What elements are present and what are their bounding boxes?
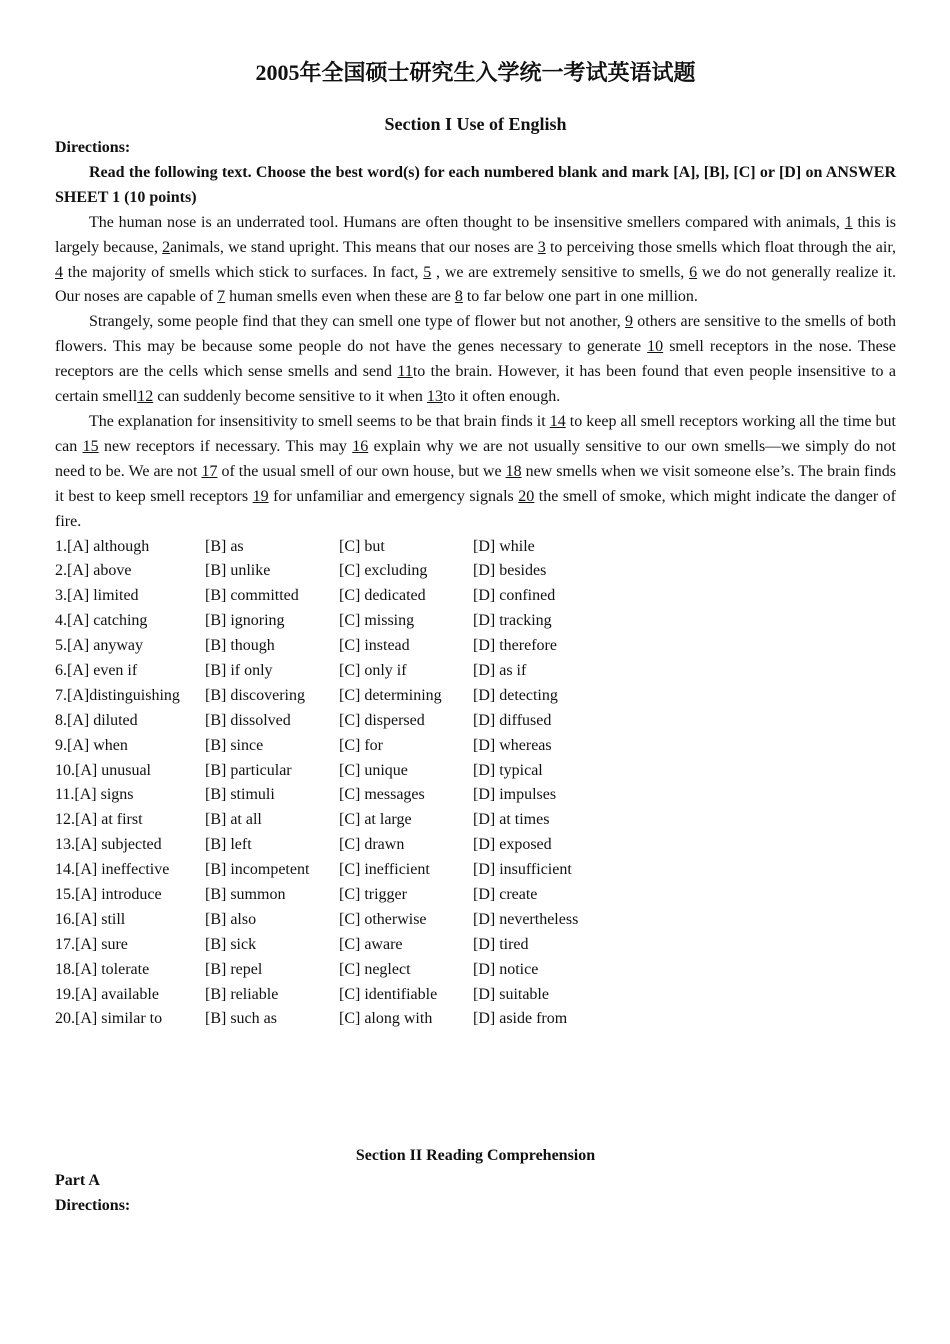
option-choice: [B] ignoring — [205, 612, 285, 630]
passage-text: of the usual smell of our own house, but we — [217, 462, 506, 480]
directions-text: Read the following text. Choose the best word(s) for each numbered blank and mark [A], [B], [C] or [D] on ANSWER SHEET 1 (10 points) — [55, 163, 896, 206]
option-choice: [C] identifiable — [339, 985, 438, 1003]
option-row — [55, 808, 896, 833]
section-1-heading: Section I Use of English — [384, 114, 567, 134]
option-row — [55, 858, 896, 883]
option-choice: [D] whereas — [473, 736, 552, 754]
passage-text: new receptors if necessary. This may — [98, 437, 353, 455]
option-choice: [D] create — [473, 885, 538, 903]
passage-text: The explanation for insensitivity to smell seems to be that brain finds it — [89, 412, 550, 430]
option-row — [55, 684, 896, 709]
option-choice: 17.[A] sure — [55, 935, 128, 953]
option-row — [55, 933, 896, 958]
option-choice: [D] impulses — [473, 786, 557, 804]
option-choice: 12.[A] at first — [55, 811, 143, 829]
passage-text: , we are extremely sensitive to smells, — [431, 263, 690, 281]
blank-number: 20 — [518, 487, 535, 505]
option-choice: [C] missing — [339, 612, 415, 630]
section-1-body — [55, 136, 896, 1032]
blank-number: 10 — [647, 338, 664, 356]
option-choice: [D] detecting — [473, 686, 558, 704]
option-choice: [B] summon — [205, 885, 286, 903]
options-list — [55, 535, 896, 1033]
option-choice: [B] as — [205, 537, 244, 555]
passage-text: we do not generally realize it. Our noses are capable of — [55, 263, 897, 306]
option-choice: 9.[A] when — [55, 736, 128, 754]
option-choice: 7.[A]distinguishing — [55, 686, 180, 704]
passage-text: to far below one part in one million. — [462, 288, 698, 306]
option-choice: [B] committed — [205, 587, 299, 605]
option-choice: 13.[A] subjected — [55, 836, 162, 854]
option-choice: [C] along with — [339, 1010, 433, 1028]
blank-number: 15 — [82, 437, 99, 455]
option-row — [55, 734, 896, 759]
option-choice: [C] otherwise — [339, 910, 427, 928]
exam-title: 2005年全国硕士研究生入学统一考试英语试题 — [255, 60, 696, 85]
part-a-directions-label: Directions: — [55, 1197, 131, 1214]
option-choice: [B] also — [205, 910, 257, 928]
blank-number: 8 — [454, 288, 463, 306]
option-row — [55, 584, 896, 609]
blank-number: 12 — [137, 388, 154, 406]
option-choice: [D] aside from — [473, 1010, 568, 1028]
option-row — [55, 535, 896, 560]
passage-text: can suddenly become sensitive to it when — [153, 388, 427, 406]
blank-number: 4 — [55, 263, 63, 281]
option-row — [55, 833, 896, 858]
option-row — [55, 634, 896, 659]
option-row — [55, 709, 896, 734]
option-choice: [C] determining — [339, 686, 442, 704]
option-choice: [D] as if — [473, 661, 527, 679]
blank-number: 16 — [352, 437, 369, 455]
option-choice: 19.[A] available — [55, 985, 159, 1003]
option-choice: [B] incompetent — [205, 861, 310, 879]
option-choice: [D] while — [473, 537, 535, 555]
blank-number: 17 — [201, 462, 218, 480]
passage-paragraph-3 — [55, 410, 896, 535]
option-choice: [B] repel — [205, 960, 263, 978]
passage-text: others are sensitive to the smells of both flowers. This may be because some people do not have the genes necessary to generate — [55, 313, 897, 356]
blank-number: 13 — [426, 388, 443, 406]
passage-text: human smells even when these are — [225, 288, 455, 306]
option-row — [55, 609, 896, 634]
blank-number: 11 — [397, 363, 413, 381]
option-choice: 4.[A] catching — [55, 612, 148, 630]
option-choice: [D] tired — [473, 935, 529, 953]
option-choice: [D] besides — [473, 562, 547, 580]
blank-number: 1 — [844, 213, 853, 231]
option-choice: [C] unique — [339, 761, 408, 779]
option-choice: [C] aware — [339, 935, 403, 953]
option-choice: [C] instead — [339, 637, 410, 655]
passage-text: for unfamiliar and emergency signals — [268, 487, 519, 505]
option-choice: [B] stimuli — [205, 786, 275, 804]
option-choice: 8.[A] diluted — [55, 711, 138, 729]
passage-text: the majority of smells which stick to surfaces. In fact, — [63, 263, 424, 281]
option-choice: [D] typical — [473, 761, 543, 779]
option-choice: 20.[A] similar to — [55, 1010, 163, 1028]
option-choice: [D] tracking — [473, 612, 552, 630]
passage-text: the smell of smoke, which might indicate the danger of fire. — [55, 487, 897, 530]
option-choice: 10.[A] unusual — [55, 761, 151, 779]
option-choice: [B] if only — [205, 661, 273, 679]
passage-text: to the brain. However, it has been found that even people insensitive to a certain smell — [55, 363, 897, 406]
option-choice: [D] exposed — [473, 836, 552, 854]
directions-label: Directions: — [55, 139, 131, 156]
option-choice: 6.[A] even if — [55, 661, 138, 679]
blank-number: 2 — [162, 238, 171, 256]
blank-number: 6 — [689, 263, 698, 281]
option-choice: [B] since — [205, 736, 264, 754]
option-choice: [C] trigger — [339, 885, 407, 903]
passage-text: The human nose is an underrated tool. Humans are often thought to be insensitive smellers compared with animals, — [89, 213, 845, 231]
option-choice: [C] for — [339, 736, 383, 754]
blank-number: 19 — [252, 487, 269, 505]
option-choice: [C] but — [339, 537, 385, 555]
option-choice: [D] notice — [473, 960, 539, 978]
option-choice: [C] dedicated — [339, 587, 426, 605]
option-choice: [C] inefficient — [339, 861, 430, 879]
option-choice: [C] drawn — [339, 836, 405, 854]
option-choice: [D] confined — [473, 587, 556, 605]
option-row — [55, 1007, 896, 1032]
option-choice: 1.[A] although — [55, 537, 150, 555]
option-choice: 3.[A] limited — [55, 587, 139, 605]
option-choice: [B] reliable — [205, 985, 279, 1003]
passage-text: smell receptors in the nose. These receptors are the cells which sense smells and send — [55, 338, 897, 381]
option-choice: 16.[A] still — [55, 910, 126, 928]
option-choice: [B] discovering — [205, 686, 305, 704]
passage-text: new smells when we visit someone else’s. The brain finds it best to keep smell receptors — [55, 462, 897, 505]
option-choice: [D] nevertheless — [473, 910, 579, 928]
option-choice: [C] at large — [339, 811, 412, 829]
passage-text: to perceiving those smells which float through the air, — [545, 238, 897, 256]
option-choice: [C] neglect — [339, 960, 411, 978]
option-choice: [C] messages — [339, 786, 425, 804]
option-row — [55, 659, 896, 684]
option-choice: [D] diffused — [473, 711, 552, 729]
option-choice: [C] excluding — [339, 562, 428, 580]
option-choice: [B] unlike — [205, 562, 271, 580]
option-choice: [C] only if — [339, 661, 407, 679]
option-choice: 2.[A] above — [55, 562, 132, 580]
option-row — [55, 559, 896, 584]
option-choice: [D] insufficient — [473, 861, 572, 879]
passage-text: explain why we are not usually sensitive to our own smells—we simply do not need to be. We are not — [55, 437, 897, 480]
passage-paragraph-2 — [55, 310, 896, 410]
passage-text: animals, we stand upright. This means that our noses are — [170, 238, 538, 256]
option-choice: [B] left — [205, 836, 252, 854]
option-choice: [B] such as — [205, 1010, 277, 1028]
option-choice: [B] particular — [205, 761, 292, 779]
option-choice: [B] though — [205, 637, 275, 655]
blank-number: 18 — [505, 462, 522, 480]
option-row — [55, 908, 896, 933]
option-row — [55, 759, 896, 784]
passage-text: to keep all smell receptors working all the time but can — [55, 412, 896, 455]
option-choice: [C] dispersed — [339, 711, 425, 729]
option-choice: 5.[A] anyway — [55, 637, 143, 655]
option-choice: [D] therefore — [473, 637, 557, 655]
option-choice: 15.[A] introduce — [55, 885, 162, 903]
part-a-label: Part A — [55, 1172, 100, 1189]
blank-number: 7 — [217, 288, 226, 306]
blank-number: 14 — [549, 412, 566, 430]
blank-number: 3 — [537, 238, 546, 256]
option-choice: [D] at times — [473, 811, 550, 829]
option-choice: 14.[A] ineffective — [55, 861, 170, 879]
option-choice: [B] at all — [205, 811, 262, 829]
option-row — [55, 783, 896, 808]
option-row — [55, 983, 896, 1008]
option-choice: [B] dissolved — [205, 711, 291, 729]
passage-paragraph-1 — [55, 211, 896, 311]
option-choice: 18.[A] tolerate — [55, 960, 150, 978]
option-choice: 11.[A] signs — [55, 786, 134, 804]
blank-number: 9 — [625, 313, 634, 331]
passage-text: to it often enough. — [442, 388, 561, 406]
passage-text: this is largely because, — [55, 213, 896, 256]
section-2-heading: Section II Reading Comprehension — [355, 1147, 596, 1164]
option-choice: [B] sick — [205, 935, 257, 953]
blank-number: 5 — [423, 263, 432, 281]
option-row — [55, 958, 896, 983]
passage-text: Strangely, some people find that they can smell one type of flower but not another, — [89, 313, 626, 331]
option-choice: [D] suitable — [473, 985, 549, 1003]
option-row — [55, 883, 896, 908]
